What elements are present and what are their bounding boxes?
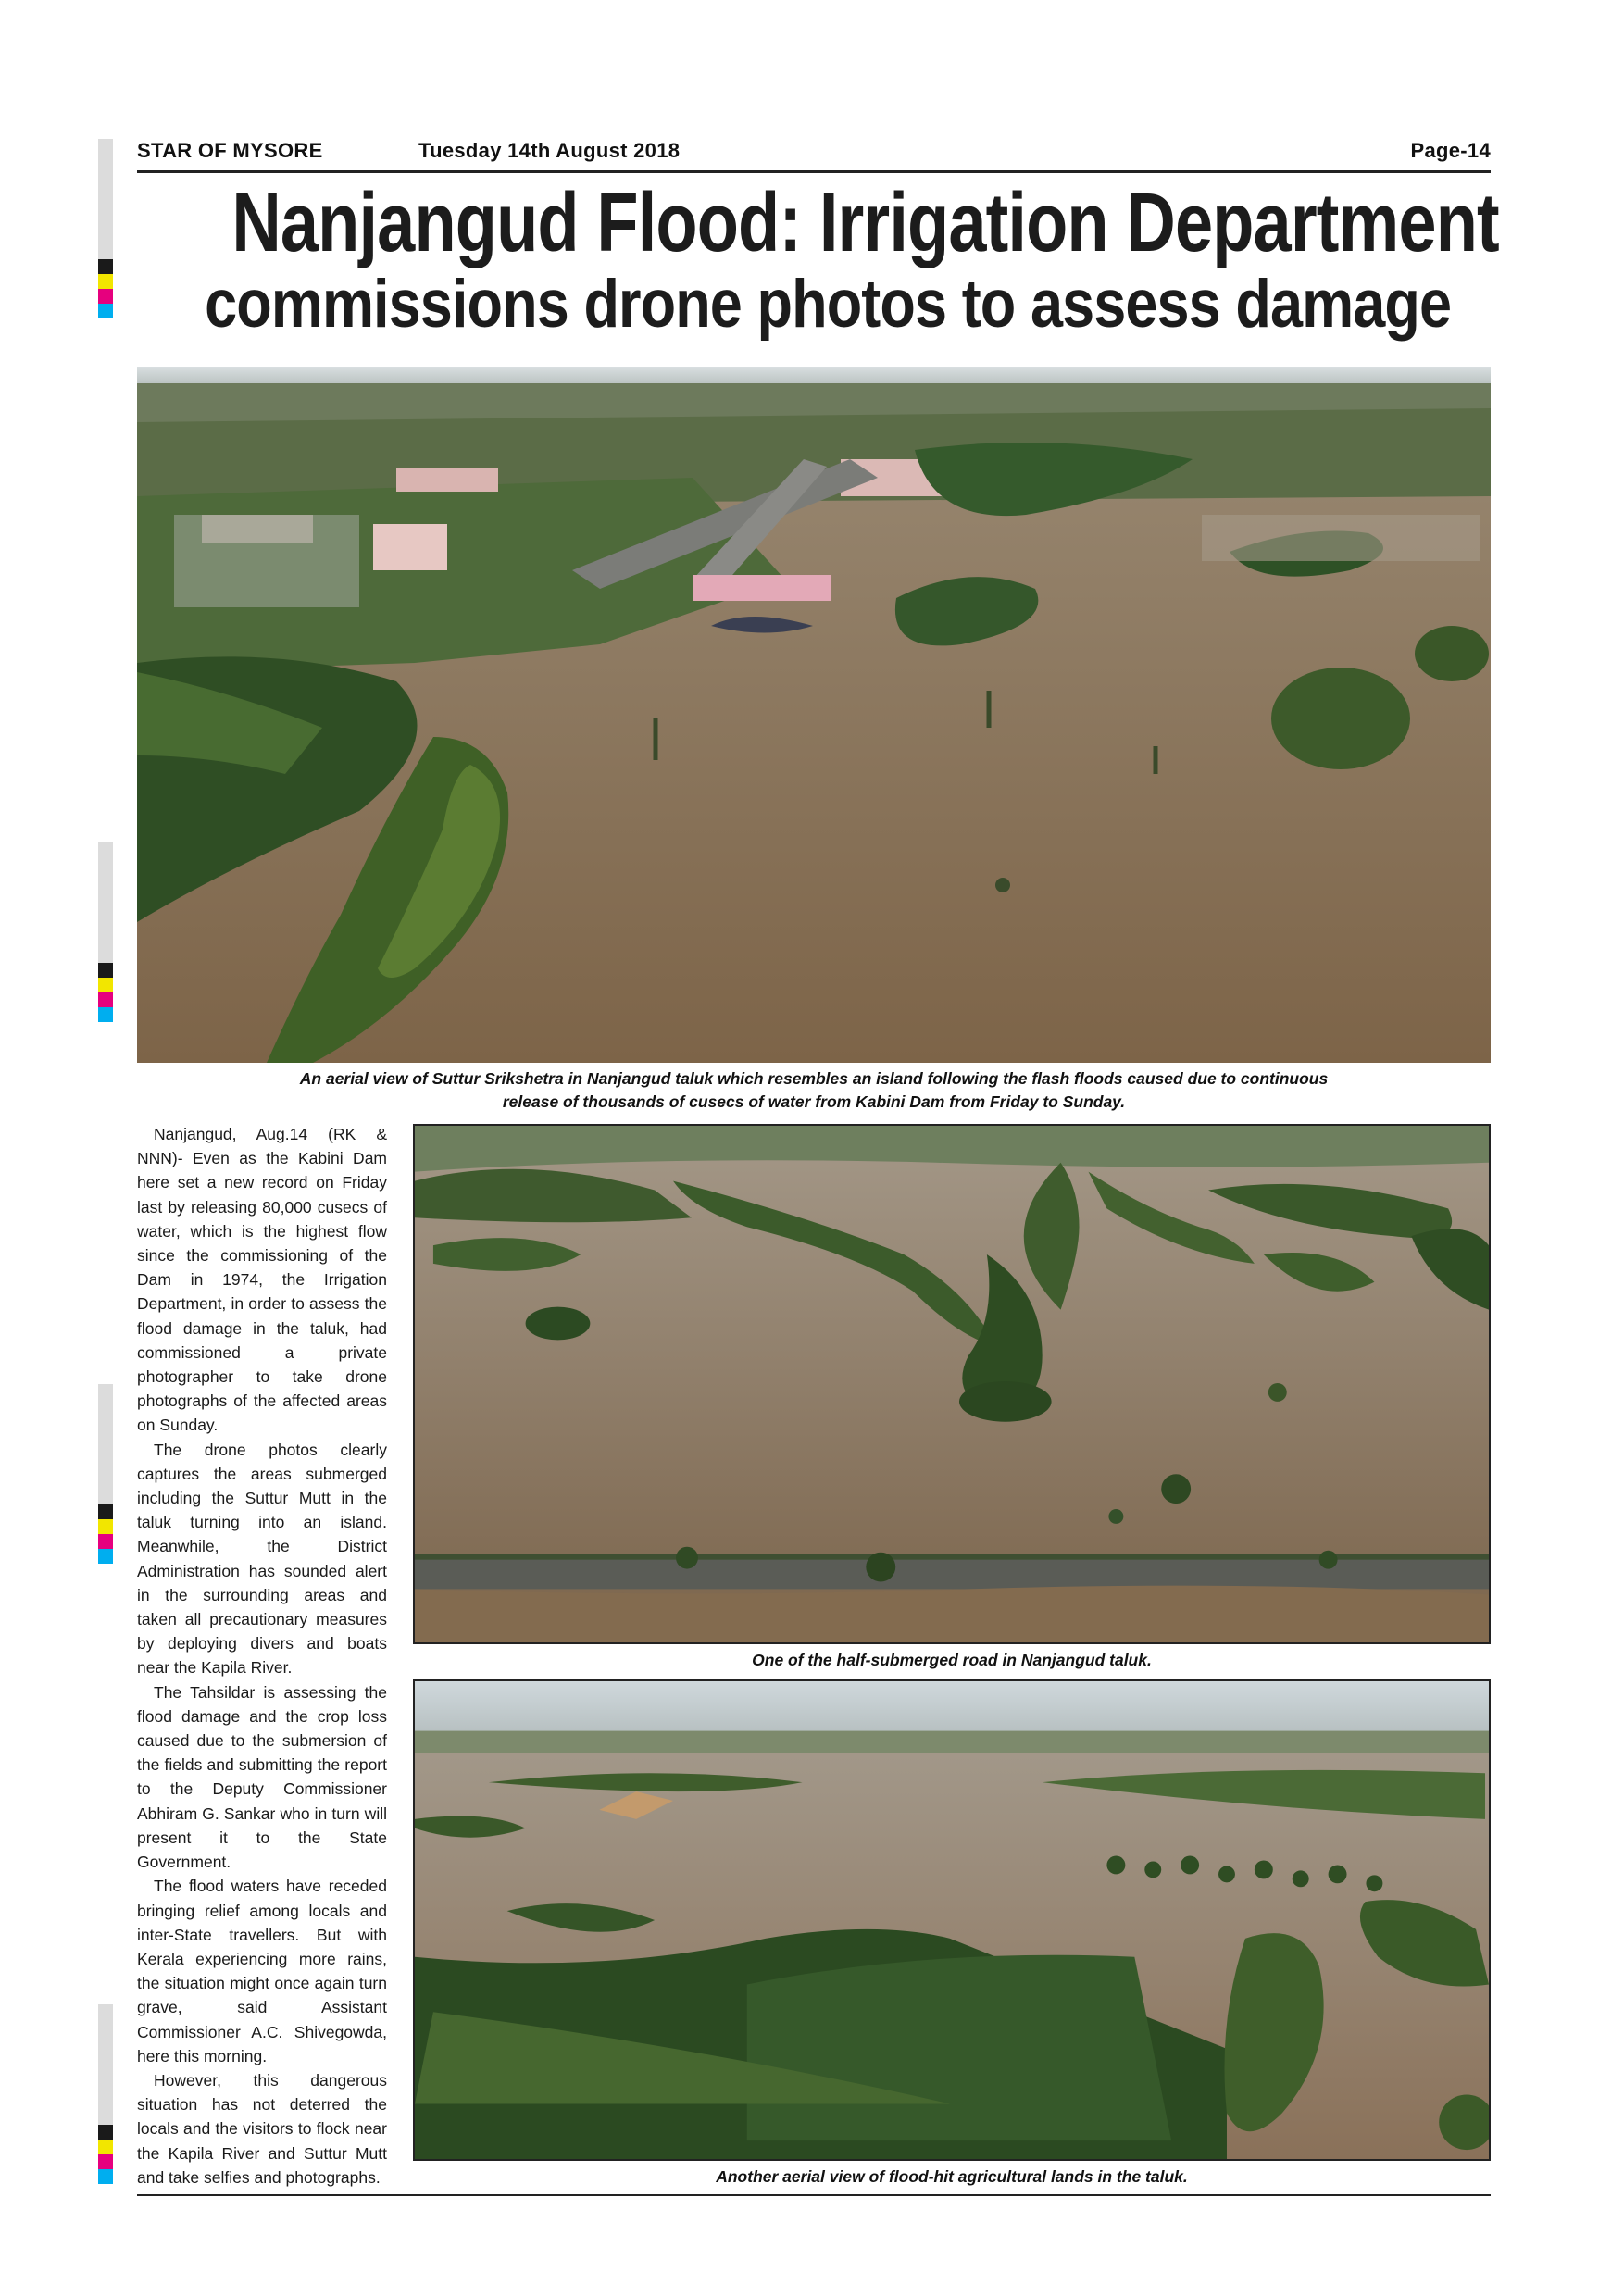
masthead-rule: [137, 170, 1491, 173]
submerged-road-photo-icon: [415, 1126, 1489, 1642]
headline-line-2: commissions drone photos to assess damage: [205, 265, 1452, 342]
registration-mark-lower-mid: [98, 1384, 113, 1564]
page-number: Page-14: [1410, 139, 1491, 162]
article-paragraph: However, this dangerous situation has not deterred the locals and the visitors to flock near the Kapila River and Suttur Mutt and take selfies and photographs.: [137, 2070, 387, 2187]
submerged-road-photo: [413, 1124, 1491, 1644]
main-caption-line-1: An aerial view of Suttur Srikshetra in Nanjangud taluk which resembles an island following the flash floods caused due to continuous: [299, 1069, 1329, 1088]
aerial-flood-photo-icon: [137, 367, 1491, 1063]
main-photo-caption: [137, 1067, 1491, 1114]
article-paragraph: The flood waters have receded bringing relief among locals and inter-State travellers. But with Kerala experiencing more rains, the situation might once again turn grave, said Assistant Commissioner A.C. Shivegowda, here this morning.: [137, 1877, 387, 2065]
flooded-fields-photo-icon: [415, 1681, 1489, 2159]
registration-mark-bottom: [98, 2004, 113, 2184]
main-aerial-photo: [137, 367, 1491, 1063]
footer-rule: [137, 2194, 1491, 2196]
masthead: [137, 139, 1491, 168]
main-caption-line-2: release of thousands of cusecs of water from Kabini Dam from Friday to Sunday.: [502, 1092, 1126, 1111]
flooded-fields-photo: [413, 1679, 1491, 2161]
headline-line-1: Nanjangud Flood: Irrigation Department: [231, 175, 1499, 269]
road-photo-caption: One of the half-submerged road in Nanjangud taluk.: [752, 1651, 1152, 1669]
paper-name: STAR OF MYSORE: [137, 139, 323, 162]
article-paragraph: Nanjangud, Aug.14 (RK & NNN)- Even as the Kabini Dam here set a new record on Friday last by releasing 80,000 cusecs of water, which is the highest flow since the commissioning of the Dam in 1974, the Irrigation Department, in order to assess the flood damage in the taluk, had commissioned a private photographer to take drone photographs of the affected areas on Sunday.: [137, 1125, 387, 1435]
article-body: [137, 1122, 387, 2190]
issue-date: Tuesday 14th August 2018: [418, 139, 681, 162]
fields-photo-caption: Another aerial view of flood-hit agricultural lands in the taluk.: [716, 2167, 1188, 2186]
registration-mark-upper-mid: [98, 842, 113, 1022]
article-paragraph: The drone photos clearly captures the areas submerged including the Suttur Mutt in the taluk turning into an island. Meanwhile, the District Administration has sounded alert in the surrounding areas and taken all precautionary measures by deploying divers and boats near the Kapila River.: [137, 1440, 387, 1678]
registration-mark-top: [98, 139, 113, 318]
article-paragraph: The Tahsildar is assessing the flood damage and the crop loss caused due to the submersion of the fields and submitting the report to the Deputy Commissioner Abhiram G. Sankar who in turn will present it to the State Government.: [137, 1682, 387, 1872]
